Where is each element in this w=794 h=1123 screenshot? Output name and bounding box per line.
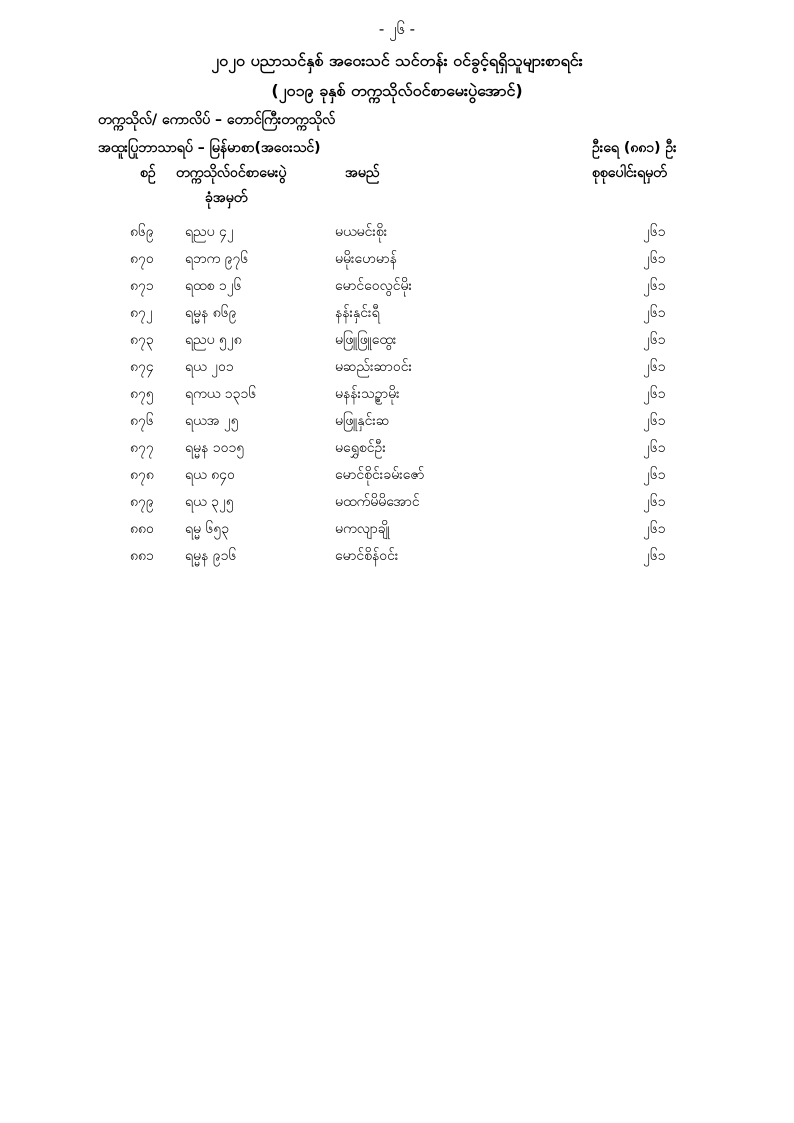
serial-no: ၈၇၀ [130,251,154,267]
student-name: မမိုးဟေမာန် [335,251,397,267]
table-row [0,519,794,546]
student-name: မောင်ဝေလွင်မိုး [335,278,413,294]
total-score: ၂၆၁ [643,467,666,483]
serial-no: ၈၆၉ [130,224,154,240]
roll-number: ရမ္မန ၁၀၁၅ [185,440,245,456]
roll-number: ရညပ ၄၂ [185,224,234,240]
header-total-score: စုစုပေါင်းရမှတ် [592,165,667,181]
total-score: ၂၆၁ [643,521,666,537]
serial-no: ၈၇၆ [130,413,154,429]
serial-no: ၈၈၀ [130,521,154,537]
total-score: ၂၆၁ [643,386,666,402]
student-name: မရွှေစင်ဦး [335,440,386,456]
roll-number: ရဘက ၉၇၆ [185,251,249,267]
table-row [0,438,794,465]
table-row [0,222,794,249]
serial-no: ၈၇၃ [130,332,154,348]
subject-label: အထူးပြုဘာသာရပ် – မြန်မာစာ(အဝေးသင်) [98,140,321,156]
roll-number: ရမ္မ ၆၅၃ [185,521,230,537]
serial-no: ၈၇၂ [130,305,153,321]
roll-number: ရမ္မန ၈၆၉ [185,305,237,321]
roll-number: ရယ ၃၂၅ [185,494,234,510]
student-name: မနန်းသဥ္စာမိုး [335,386,400,402]
table-row [0,465,794,492]
serial-no: ၈၈၁ [130,548,154,564]
header-roll-number-line2: ခုံအမှတ် [205,190,248,206]
roll-number: ရမ္မန ၉၁၆ [185,548,237,564]
header-roll-number: တက္ကသိုလ်ဝင်စာမေးပွဲ [176,165,287,181]
total-score: ၂၆၁ [643,305,666,321]
roll-number: ရညပ ၅၂၈ [185,332,242,348]
header-serial-no: စဉ် [140,165,156,181]
total-score: ၂၆၁ [643,413,666,429]
student-name: မဖြူနှင်းဆ [335,413,390,429]
roll-number: ရထစ ၁၂၆ [185,278,242,294]
table-row [0,411,794,438]
serial-no: ၈၇၉ [130,494,154,510]
total-score: ၂၆၁ [643,548,666,564]
serial-no: ၈၇၅ [130,386,154,402]
serial-no: ၈၇၈ [130,467,154,483]
student-name: မဆည်းဆာဝင်း [335,359,413,375]
serial-no: ၈၇၇ [130,440,154,456]
roll-number: ရယ ၈၄၀ [185,467,235,483]
table-row [0,492,794,519]
student-name: မောင်စိုင်းခမ်းဇော် [335,467,425,483]
table-row [0,330,794,357]
roll-number: ရကယ ၁၃၁၆ [185,386,257,402]
total-score: ၂၆၁ [643,251,666,267]
table-row [0,303,794,330]
document-subtitle: (၂၀၁၉ ခုနှစ် တက္ကသိုလ်ဝင်စာမေးပွဲအောင်) [271,81,523,100]
university-label: တက္ကသိုလ်/ ကောလိပ် – တောင်ကြီးတက္ကသိုလ် [98,112,336,128]
serial-no: ၈၇၄ [130,359,154,375]
serial-no: ၈၇၁ [130,278,154,294]
student-name: နန်းနှင်းရီ [335,305,380,321]
roll-number: ရယအ ၂၅ [185,413,239,429]
total-score: ၂၆၁ [643,278,666,294]
student-name: မထက်မိမိအောင် [335,494,420,510]
total-score: ၂၆၁ [643,224,666,240]
student-name: မယမင်းစိုး [335,224,388,240]
student-name: မကလျာချို [335,521,390,537]
student-name: မောင်စိန်ဝင်း [335,548,399,564]
total-score: ၂၆၁ [643,332,666,348]
total-score: ၂၆၁ [643,494,666,510]
total-score: ၂၆၁ [643,359,666,375]
table-row [0,249,794,276]
table-row [0,384,794,411]
document-title: ၂၀၂၀ ပညာသင်နှစ် အဝေးသင် သင်တန်း ဝင်ခွင့်ရရှိသူများစာရင်း [211,51,583,70]
student-name: မဖြူဖြူထွေး [335,332,397,348]
page-number: - ၂၆ - [378,20,416,38]
table-row [0,276,794,303]
header-name: အမည် [345,165,380,181]
student-count: ဦးရေ (၈၈၁) ဦး [592,140,677,156]
total-score: ၂၆၁ [643,440,666,456]
table-row [0,357,794,384]
table-row [0,546,794,573]
roll-number: ရယ ၂၀၁ [185,359,234,375]
